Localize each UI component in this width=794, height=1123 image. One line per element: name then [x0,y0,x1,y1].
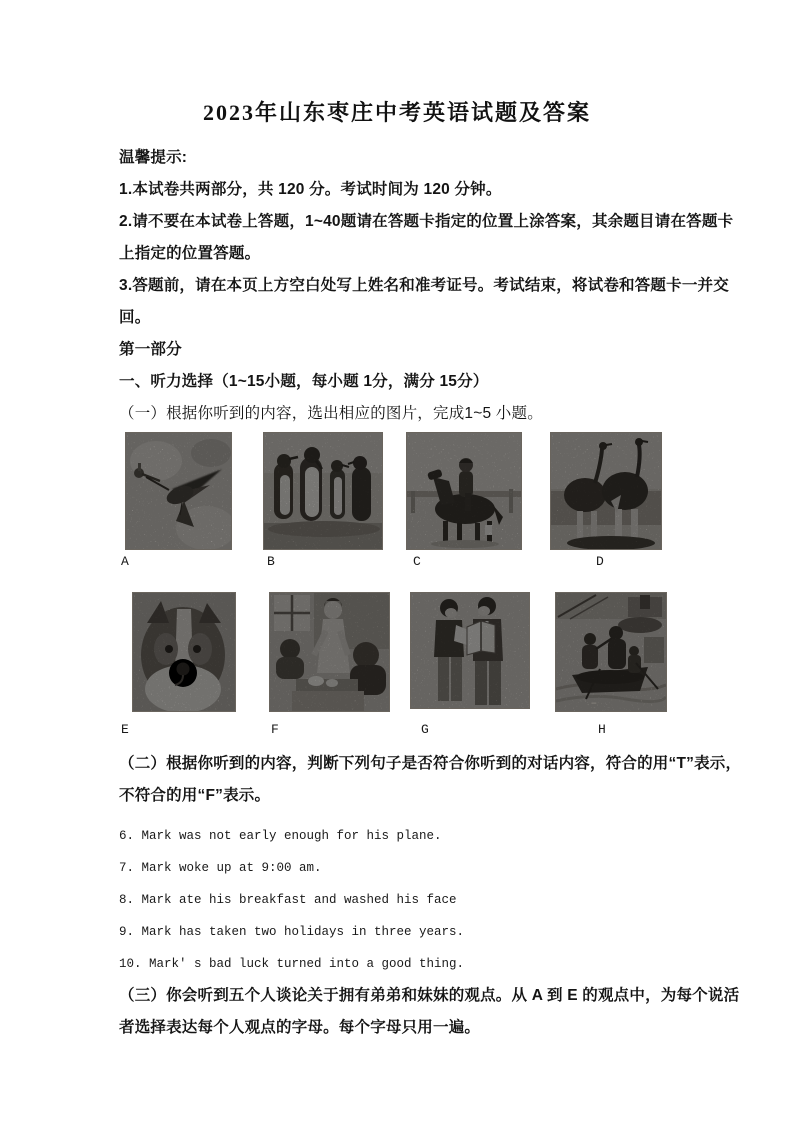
image-label-h: H [598,722,606,737]
photo-horse-rider [406,432,522,550]
question-6: 6. Mark was not early enough for his plane. [119,829,442,843]
listening-section-title: 一、听力选择（1~15小题，每小题 1分，满分 15分） [119,373,489,390]
sub2-instruction-line2: 不符合的用“F”表示。 [119,787,271,804]
photo-woman-serving [269,592,390,712]
photo-boat-scene [555,592,667,712]
part1-heading: 第一部分 [119,341,182,358]
question-10: 10. Mark' s bad luck turned into a good thing. [119,957,465,971]
document-body [119,142,742,1044]
question-9: 9. Mark has taken two holidays in three years. [119,925,465,939]
true-false-questions [119,820,676,980]
sub3-instruction-line2: 者选择表达每个人观点的字母。每个字母只用一遍。 [119,1019,481,1036]
notice-line-3: 3.答题前，请在本页上方空白处写上姓名和准考证号。考试结束，将试卷和答题卡一并交 [119,277,729,294]
notice-line-3b: 回。 [119,309,151,326]
image-label-d: D [596,554,604,569]
image-label-f: F [271,722,279,737]
sub1-instruction: （一）根据你听到的内容，选出相应的图片，完成1~5 小题。 [119,405,543,422]
photo-ostriches [550,432,662,550]
notice-line-2b: 上指定的位置答题。 [119,245,261,262]
image-row-1 [119,430,676,550]
notice-heading: 温馨提示: [119,149,188,166]
notice-line-1: 1.本试卷共两部分，共 120 分。考试时间为 120 分钟。 [119,181,502,198]
image-row-2 [119,590,676,708]
image-label-c: C [413,554,421,569]
photo-students-reading [410,592,530,709]
photo-penguins [263,432,383,550]
image-label-b: B [267,554,275,569]
notice-line-2: 2.请不要在本试卷上答题，1~40题请在答题卡指定的位置上涂答案，其余题目请在答题卡 [119,213,734,230]
scan-artifact-dash: -- [591,698,596,709]
image-label-a: A [121,554,129,569]
image-label-g: G [421,722,429,737]
question-7: 7. Mark woke up at 9:00 am. [119,861,322,875]
image-labels-row-1 [119,550,676,590]
sub2-instruction-line1: （二）根据你听到的内容，判断下列句子是否符合你听到的对话内容，符合的用“T”表示， [119,755,742,772]
image-label-e: E [121,722,129,737]
question-8: 8. Mark ate his breakfast and washed his face [119,893,457,907]
image-labels-row-2 [119,718,676,748]
photo-collie-dog [132,592,236,712]
sub3-instruction-line1: （三）你会听到五个人谈论关于拥有弟弟和妹妹的观点。从 A 到 E 的观点中，为每个说活 [119,987,740,1004]
photo-hummingbird [125,432,232,550]
page-title: 2023年山东枣庄中考英语试题及答案 [202,100,591,125]
